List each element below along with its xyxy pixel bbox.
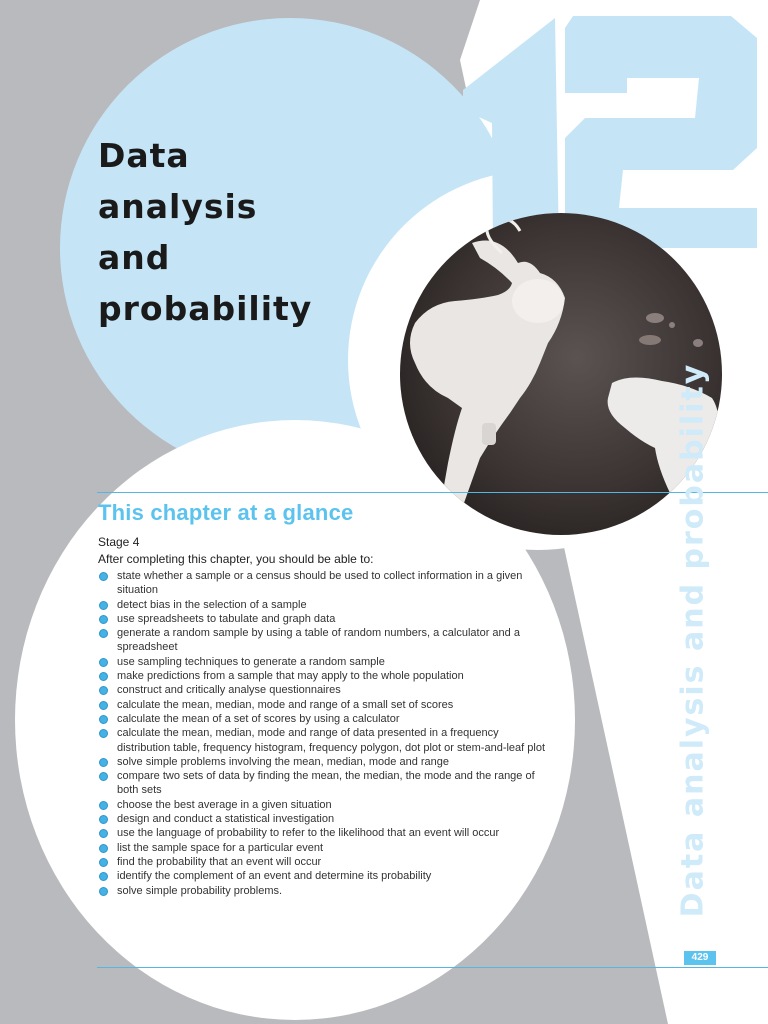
objective-item: detect bias in the selection of a sample bbox=[98, 598, 548, 612]
bullet-icon bbox=[99, 801, 108, 810]
bullet-icon bbox=[99, 815, 108, 824]
objective-item: solve simple problems involving the mean, median, mode and range bbox=[98, 755, 548, 769]
objectives-list bbox=[98, 569, 548, 898]
chapter-title bbox=[98, 130, 378, 334]
objective-item: calculate the mean, median, mode and range of a small set of scores bbox=[98, 698, 548, 712]
chapter-title-line-1: Data bbox=[98, 136, 190, 175]
chapter-title-line-3: and bbox=[98, 238, 171, 277]
bullet-icon bbox=[99, 686, 108, 695]
bullet-icon bbox=[99, 758, 108, 767]
bottom-divider bbox=[97, 967, 768, 968]
bullet-icon bbox=[99, 615, 108, 624]
chapter-title-line-4: probability bbox=[98, 289, 313, 328]
bullet-icon bbox=[99, 729, 108, 738]
bullet-icon bbox=[99, 872, 108, 881]
stage-label: Stage 4 bbox=[98, 535, 140, 549]
top-divider bbox=[97, 492, 768, 493]
objective-item: compare two sets of data by finding the mean, the median, the mode and the range of both sets bbox=[98, 769, 548, 798]
page-number: 429 bbox=[684, 951, 716, 965]
bullet-icon bbox=[99, 629, 108, 638]
chapter-number-graphic bbox=[463, 8, 763, 248]
chapter-title-line-2: analysis bbox=[98, 187, 258, 226]
bullet-icon bbox=[99, 672, 108, 681]
bullet-icon bbox=[99, 701, 108, 710]
vertical-chapter-title: Data analysis and probability bbox=[675, 362, 711, 918]
bullet-icon bbox=[99, 829, 108, 838]
objective-item: state whether a sample or a census should be used to collect information in a given situation bbox=[98, 569, 548, 598]
bullet-icon bbox=[99, 601, 108, 610]
objective-item: calculate the mean, median, mode and range of data presented in a frequency distribution table, frequency histogram, frequency polygon, dot plot or stem-and-leaf plot bbox=[98, 726, 548, 755]
objective-item: find the probability that an event will occur bbox=[98, 855, 548, 869]
objective-item: solve simple probability problems. bbox=[98, 884, 548, 898]
bullet-icon bbox=[99, 844, 108, 853]
bullet-icon bbox=[99, 858, 108, 867]
objective-item: identify the complement of an event and determine its probability bbox=[98, 869, 548, 883]
objective-item: use the language of probability to refer to the likelihood that an event will occur bbox=[98, 826, 548, 840]
objectives-intro: After completing this chapter, you should be able to: bbox=[98, 552, 374, 566]
objective-item: use spreadsheets to tabulate and graph data bbox=[98, 612, 548, 626]
glance-heading: This chapter at a glance bbox=[98, 500, 354, 525]
bullet-icon bbox=[99, 715, 108, 724]
bullet-icon bbox=[99, 658, 108, 667]
bullet-icon bbox=[99, 887, 108, 896]
bullet-icon bbox=[99, 772, 108, 781]
objective-item: construct and critically analyse questionnaires bbox=[98, 683, 548, 697]
objective-item: choose the best average in a given situation bbox=[98, 798, 548, 812]
bullet-icon bbox=[99, 572, 108, 581]
objective-item: list the sample space for a particular event bbox=[98, 841, 548, 855]
objective-item: use sampling techniques to generate a random sample bbox=[98, 655, 548, 669]
objective-item: calculate the mean of a set of scores by using a calculator bbox=[98, 712, 548, 726]
diver-photo bbox=[400, 213, 722, 535]
objective-item: design and conduct a statistical investigation bbox=[98, 812, 548, 826]
objective-item: make predictions from a sample that may apply to the whole population bbox=[98, 669, 548, 683]
objective-item: generate a random sample by using a table of random numbers, a calculator and a spreadsheet bbox=[98, 626, 548, 655]
